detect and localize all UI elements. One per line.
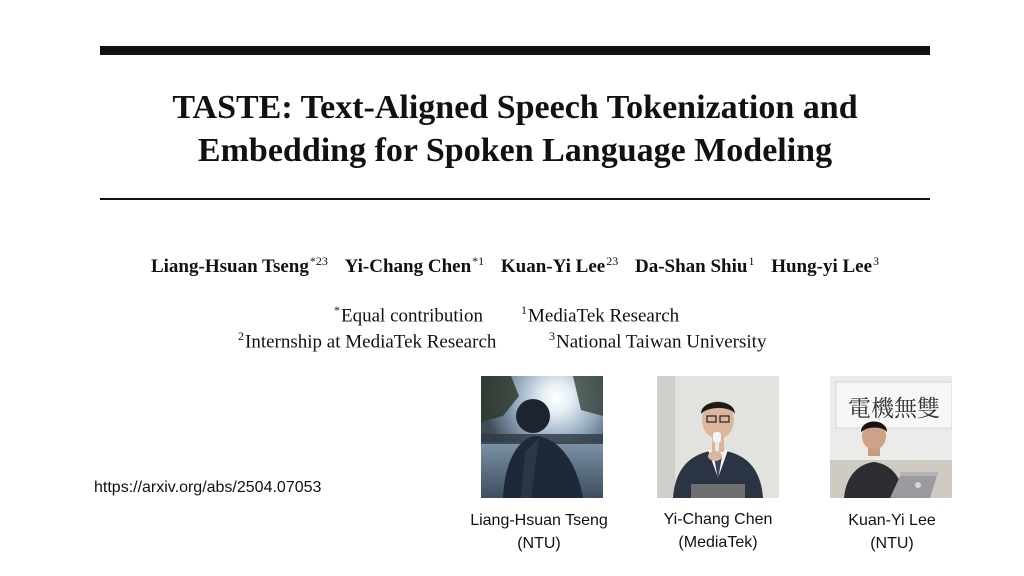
- arxiv-link[interactable]: https://arxiv.org/abs/2504.07053: [94, 479, 322, 496]
- portrait-image: [830, 376, 952, 498]
- person-affiliation: (MediaTek): [678, 534, 758, 551]
- person-affiliation: (NTU): [870, 535, 914, 552]
- portrait-image: [481, 376, 603, 498]
- banner-text: 電機無雙: [848, 396, 940, 422]
- affiliations: [0, 303, 1024, 353]
- caption-liang-hsuan-tseng: [454, 509, 624, 555]
- caption-yi-chang-chen: [633, 508, 803, 554]
- affiliation-mediatek: $^1$MediaTek Research: [521, 303, 680, 327]
- author: Da-Shan Shiu$^1$: [634, 254, 755, 278]
- author: Yi-Chang Chen$^{*1}$: [344, 254, 485, 278]
- author: Hung-yi Lee$^3$: [771, 254, 880, 278]
- affiliation-ntu: $^3$National Taiwan University: [549, 329, 767, 353]
- top-rule: [100, 46, 930, 55]
- person-name: Liang-Hsuan Tseng: [470, 512, 608, 529]
- person-affiliation: (NTU): [517, 535, 561, 552]
- affiliation-equal: *Equal contribution: [334, 303, 483, 327]
- affiliation-internship: $^2$Internship at MediaTek Research: [238, 329, 497, 353]
- person-name: Kuan-Yi Lee: [848, 512, 936, 529]
- bottom-rule: [100, 198, 930, 200]
- photo-yi-chang-chen: [657, 376, 779, 498]
- person-name: Yi-Chang Chen: [663, 511, 773, 528]
- paper-title: [100, 86, 930, 172]
- portrait-image: [657, 376, 779, 498]
- caption-kuan-yi-lee: [807, 509, 977, 555]
- paper-title-line2: Embedding for Spoken Language Modeling: [197, 132, 833, 169]
- author: Kuan-Yi Lee$^{23}$: [500, 254, 619, 278]
- author: Liang-Hsuan Tseng$^{*23}$: [150, 254, 328, 278]
- photo-liang-hsuan-tseng: [481, 376, 603, 498]
- photo-kuan-yi-lee: [830, 376, 952, 498]
- author-list: [100, 254, 930, 278]
- paper-title-line1: TASTE: Text-Aligned Speech Tokenization and: [172, 89, 858, 126]
